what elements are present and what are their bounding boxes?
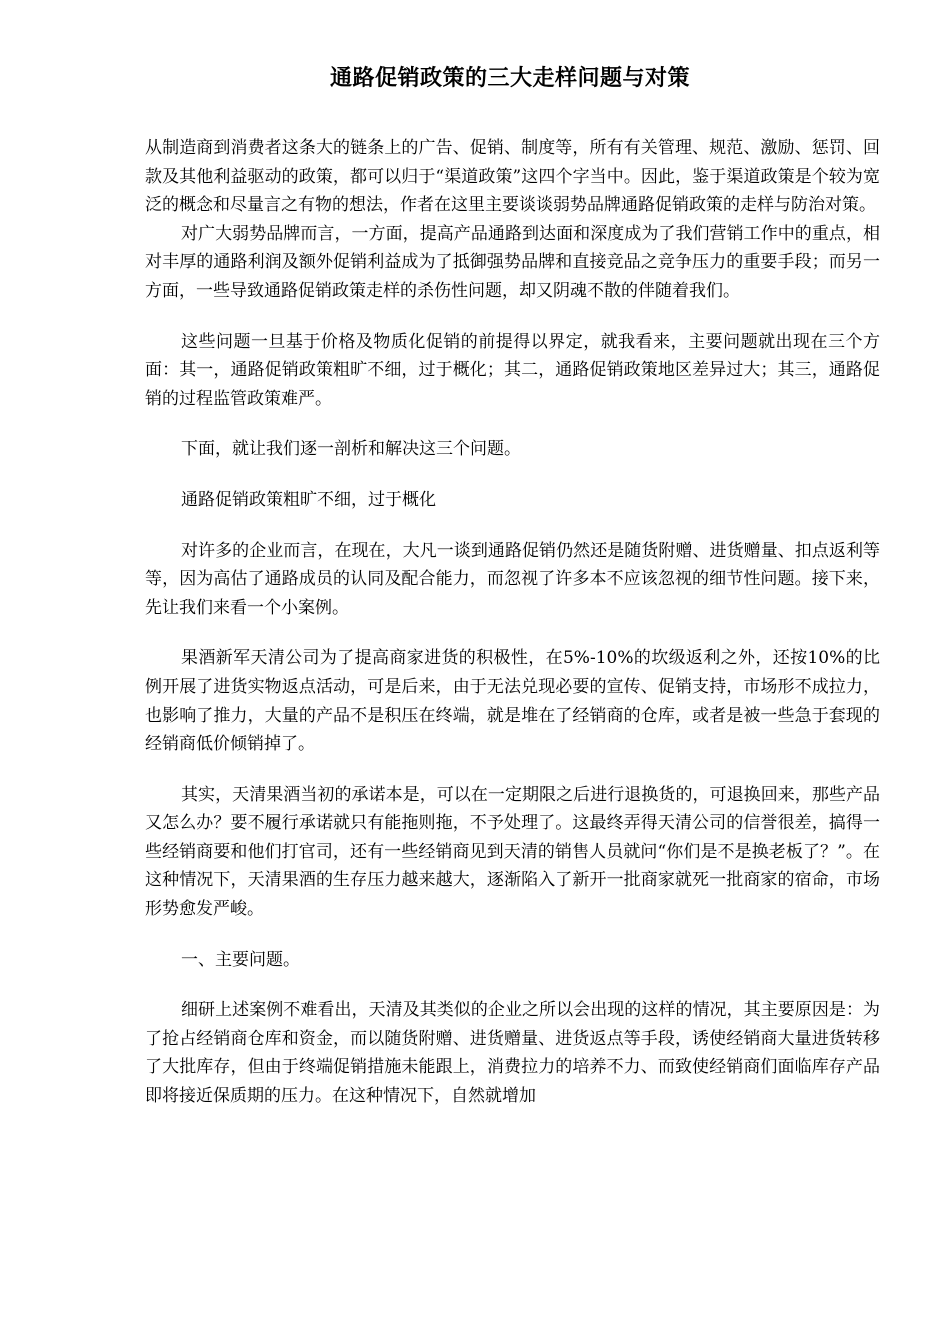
paragraph-6: 果酒新军天清公司为了提高商家进货的积极性，在5%-10%的坎级返利之外，还按10%的比例开展了进货实物返点活动，可是后来，由于无法兑现必要的宣传、促销支持，市场形不成拉力，也影响了推力，大量的产品不是积压在终端，就是堆在了经销商的仓库，或者是被一些急于套现的经销商低价倾销掉了。 — [145, 648, 880, 755]
section-heading: 通路促销政策粗旷不细，过于概化 — [181, 489, 436, 510]
document-title: 通路促销政策的三大走样问题与对策 — [329, 65, 690, 91]
paragraph-1: 从制造商到消费者这条大的链条上的广告、促销、制度等，所有有关管理、规范、激励、惩罚、回款及其他利益驱动的政策，都可以归于“渠道政策”这四个字当中。因此，鉴于渠道政策是个较为宽泛的概念和尽量言之有物的想法，作者在这里主要谈谈弱势品牌通路促销政策的走样与防治对策。 — [145, 138, 880, 216]
paragraph-4: 下面，就让我们逐一剖析和解决这三个问题。 — [181, 439, 521, 460]
paragraph-5: 对许多的企业而言，在现在，大凡一谈到通路促销仍然还是随货附赠、进货赠量、扣点返利等等，因为高估了通路成员的认同及配合能力，而忽视了许多本不应该忽视的细节性问题。接下来，先让我们来看一个小案例。 — [145, 540, 880, 618]
subsection-heading: 一、主要问题。 — [181, 949, 300, 970]
paragraph-8: 细研上述案例不难看出，天清及其类似的企业之所以会出现的这样的情况，其主要原因是：为了抢占经销商仓库和资金，而以随货附赠、进货赠量、进货返点等手段，诱使经销商大量进货转移了大批库存，但由于终端促销措施未能跟上，消费拉力的培养不力、而致使经销商们面临库存产品即将接近保质期的压力。在这种情况下，自然就增加 — [145, 1000, 880, 1107]
paragraph-7: 其实，天清果酒当初的承诺本是，可以在一定期限之后进行退换货的，可退换回来，那些产品又怎么办？要不履行承诺就只有能拖则拖，不予处理了。这最终弄得天清公司的信誉很差，搞得一些经销商要和他们打官司，还有一些经销商见到天清的销售人员就问“你们是不是换老板了？”。在这种情况下，天清果酒的生存压力越来越大，逐渐陷入了新开一批商家就死一批商家的宿命，市场形势愈发严峻。 — [145, 784, 880, 920]
paragraph-3: 这些问题一旦基于价格及物质化促销的前提得以界定，就我看来，主要问题就出现在三个方面：其一，通路促销政策粗旷不细，过于概化；其二，通路促销政策地区差异过大；其三，通路促销的过程监管政策难严。 — [145, 331, 880, 409]
paragraph-2: 对广大弱势品牌而言，一方面，提高产品通路到达面和深度成为了我们营销工作中的重点，相对丰厚的通路利润及额外促销利益成为了抵御强势品牌和直接竞品之竞争压力的重要手段；而另一方面，一些导致通路促销政策走样的杀伤性问题，却又阴魂不散的伴随着我们。 — [145, 223, 880, 301]
document-body — [145, 134, 880, 1111]
